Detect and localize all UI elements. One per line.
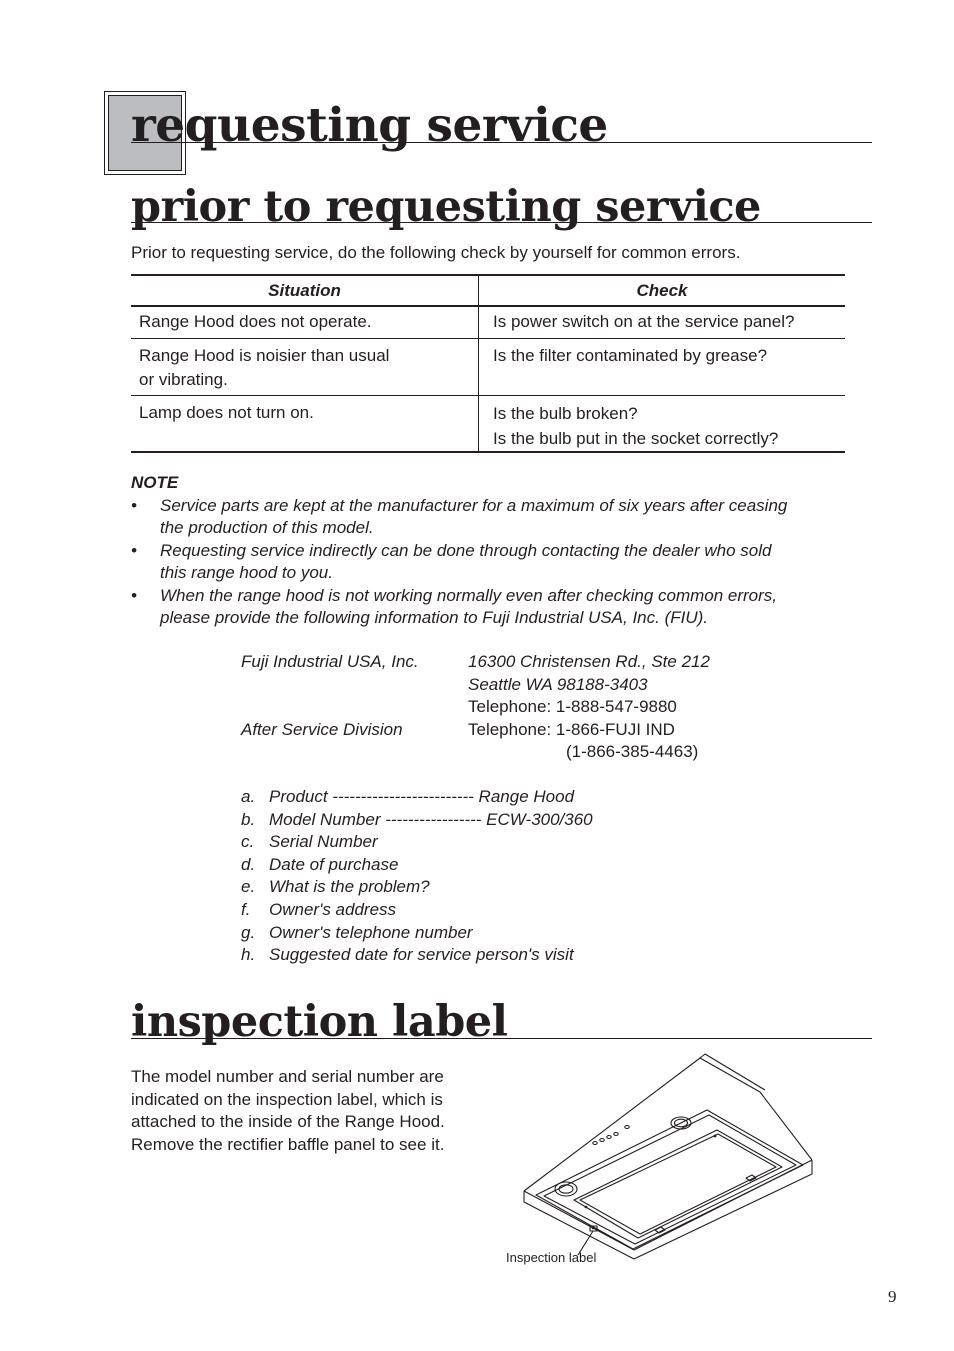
range-hood-illustration — [500, 1050, 830, 1280]
note-heading: NOTE — [131, 473, 179, 492]
list-letter: a. — [241, 787, 256, 806]
list-item — [241, 831, 841, 854]
list-letter: b. — [241, 809, 256, 829]
list-item — [241, 786, 841, 809]
note-line: the production of this model. — [160, 518, 374, 537]
note-line: please provide the following information to Fuji Industrial USA, Inc. (FIU). — [160, 608, 709, 627]
list-letter: e. — [241, 877, 256, 897]
list-text: Product ------------------------- Range Hood — [269, 787, 575, 806]
table-cell: Is the bulb broken? — [493, 403, 638, 423]
list-letter: g. — [241, 922, 256, 942]
contact-division: After Service Division — [241, 720, 403, 739]
table-cell: Range Hood is noisier than usual — [139, 345, 390, 365]
table-row — [131, 395, 845, 452]
contact-company: Fuji Industrial USA, Inc. — [241, 652, 419, 671]
inspection-text — [131, 1066, 445, 1156]
table-cell: Is power switch on at the service panel? — [493, 312, 795, 331]
table-cell: Is the filter contaminated by grease? — [493, 345, 768, 365]
info-list — [241, 786, 841, 967]
list-letter: f. — [241, 899, 251, 919]
text-line: The model number and serial number are — [131, 1067, 444, 1086]
bullet: • — [131, 585, 137, 605]
note-line: this range hood to you. — [160, 563, 333, 582]
note-line: When the range hood is not working normally even after checking common errors, — [160, 585, 778, 605]
list-item — [241, 809, 841, 832]
table-header-check: Check — [479, 275, 846, 306]
page-title: requesting service — [131, 98, 608, 153]
note-item — [131, 540, 871, 585]
note-item — [131, 585, 871, 630]
section-rule-inspection — [131, 1038, 872, 1039]
contact-address-1: 16300 Christensen Rd., Ste 212 — [468, 652, 710, 671]
list-text: What is the problem? — [269, 877, 430, 897]
list-letter: h. — [241, 945, 256, 965]
note-line: Requesting service indirectly can be done through contacting the dealer who sold — [160, 540, 772, 560]
figure-caption: Inspection label — [506, 1250, 597, 1265]
section-title-prior: prior to requesting service — [131, 182, 761, 232]
list-text: Serial Number — [269, 832, 378, 852]
section-rule-prior — [131, 222, 872, 223]
contact-phone-2-alt: (1-866-385-4463) — [566, 742, 699, 761]
list-item — [241, 899, 841, 922]
table-row — [131, 338, 845, 395]
list-text: Owner's telephone number — [269, 922, 473, 942]
table-cell: Is the bulb put in the socket correctly? — [493, 428, 779, 448]
section-title-inspection: inspection label — [131, 997, 508, 1047]
contact-address-2: Seattle WA 98188-3403 — [468, 675, 648, 694]
list-text: Model Number ----------------- ECW-300/360 — [269, 809, 593, 829]
list-text: Owner's address — [269, 899, 397, 919]
list-item — [241, 922, 841, 945]
page-number: 9 — [888, 1287, 897, 1306]
list-item — [241, 854, 841, 877]
bullet: • — [131, 540, 137, 560]
note-item — [131, 495, 871, 540]
contact-phone-2: Telephone: 1-866-FUJI IND — [468, 720, 675, 739]
contact-phone-1: Telephone: 1-888-547-9880 — [468, 697, 677, 716]
list-text: Date of purchase — [269, 854, 399, 874]
bullet: • — [131, 495, 137, 515]
note-line: Service parts are kept at the manufacturer for a maximum of six years after ceasing — [160, 495, 788, 515]
text-line: attached to the inside of the Range Hood. — [131, 1112, 445, 1131]
list-item — [241, 876, 841, 899]
table-cell: or vibrating. — [139, 369, 228, 389]
text-line: indicated on the inspection label, which is — [131, 1089, 443, 1109]
check-table — [131, 274, 845, 453]
table-cell: Lamp does not turn on. — [139, 402, 314, 422]
list-letter: c. — [241, 832, 255, 852]
list-text: Suggested date for service person's visit — [269, 945, 574, 965]
intro-text: Prior to requesting service, do the following check by yourself for common errors. — [131, 243, 741, 262]
title-rule — [131, 142, 872, 143]
table-header-situation: Situation — [131, 275, 479, 306]
text-line: Remove the rectifier baffle panel to see it. — [131, 1134, 445, 1154]
list-item — [241, 944, 841, 967]
table-cell: Range Hood does not operate. — [139, 312, 372, 331]
list-letter: d. — [241, 854, 256, 874]
table-row — [131, 306, 845, 338]
note-block — [131, 472, 871, 630]
